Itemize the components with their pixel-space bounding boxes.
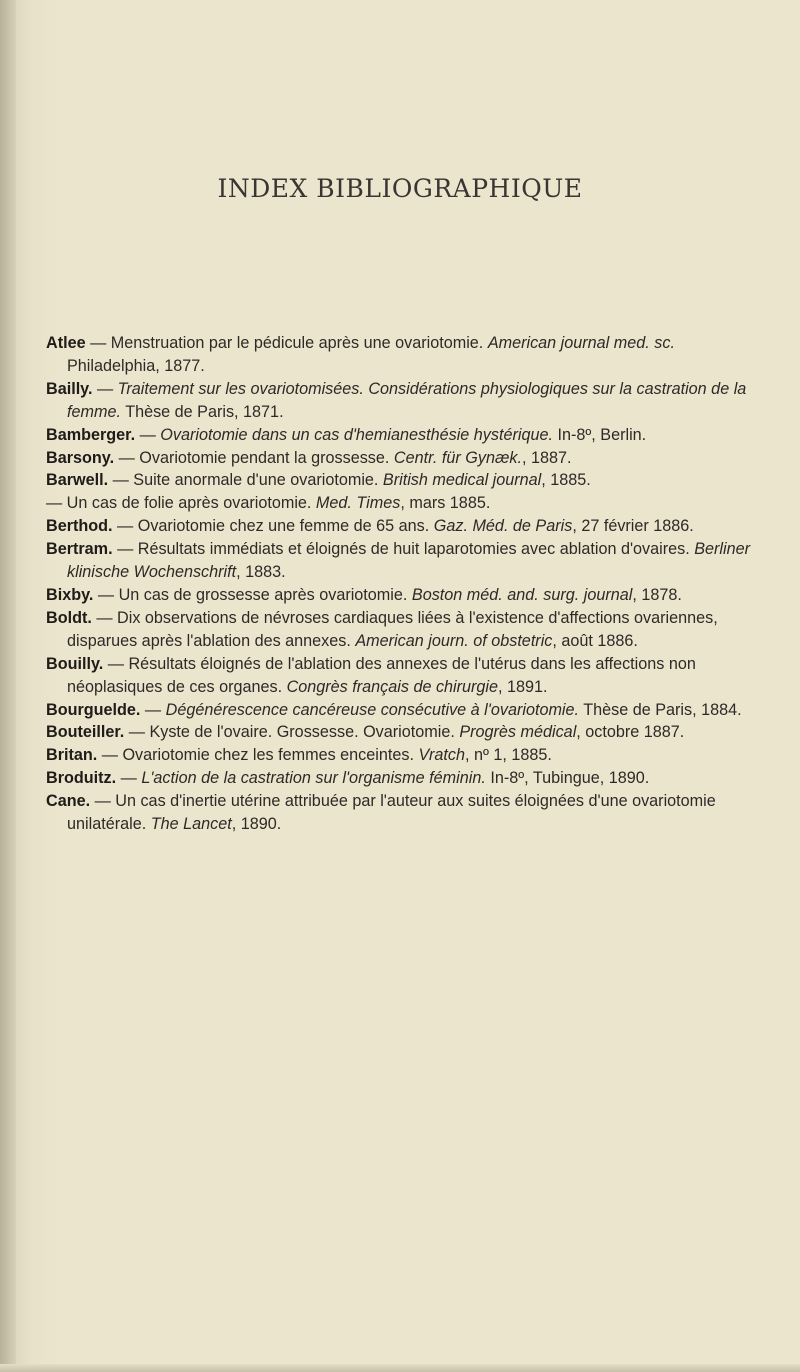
entry-tail: , août 1886. [552, 631, 638, 650]
entry-tail: Thèse de Paris, 1884. [579, 700, 742, 719]
bibliography-entry [46, 653, 766, 699]
entry-text: — Un cas d'inertie utérine attribuée par l'auteur aux suites éloignées d'une ovariotomie unilatérale. [67, 792, 716, 834]
entry-tail: , 1883. [236, 563, 286, 582]
page-bottom-edge [0, 1364, 800, 1372]
bibliography-entry [46, 469, 766, 492]
entry-source: Ovariotomie dans un cas d'hemianesthésie hystérique. [160, 425, 553, 444]
entry-source: Progrès médical [459, 723, 577, 742]
bibliography-entry [46, 790, 766, 836]
entry-author: Bixby. [46, 585, 94, 604]
entry-author: Bouilly. [46, 654, 104, 673]
entry-text: — Un cas de grossesse après ovariotomie. [93, 585, 412, 604]
entry-author: Barsony. [46, 448, 115, 467]
bibliography-entry [46, 424, 766, 447]
entry-text: — [92, 379, 118, 398]
entry-tail: , 27 février 1886. [572, 517, 694, 536]
bibliography-entry [46, 492, 766, 515]
entry-text: — Kyste de l'ovaire. Grossesse. Ovariotomie. [124, 723, 460, 742]
bibliography-entry [46, 721, 766, 744]
entry-text: — [140, 700, 166, 719]
entry-author: Bouteiller. [46, 723, 125, 742]
entry-source: British medical journal [382, 471, 542, 490]
entry-tail: Philadelphia, 1877. [67, 356, 205, 375]
bibliography-list [46, 332, 766, 836]
entry-tail: , 1885. [541, 471, 591, 490]
bibliography-entry [46, 447, 766, 470]
entry-source: Gaz. Méd. de Paris [433, 517, 573, 536]
entry-author: Britan. [46, 746, 98, 765]
entry-tail: In-8º, Berlin. [552, 425, 647, 444]
bibliography-entry [46, 538, 766, 584]
entry-source: Boston méd. and. surg. journal [411, 585, 633, 604]
entry-source: Dégénérescence cancéreuse consécutive à l'ovariotomie. [165, 700, 580, 719]
entry-text: — Suite anormale d'une ovariotomie. [108, 471, 383, 490]
entry-text: — Dix observations de névroses cardiaques liées à l'existence d'affections ovariennes, disparues après l'ablation des annexes. [67, 608, 718, 650]
bibliography-entry [46, 744, 766, 767]
entry-source: American journal med. sc. [487, 334, 675, 352]
entry-tail: , mars 1885. [400, 494, 491, 513]
entry-source: Centr. für Gynæk. [393, 448, 522, 467]
bibliography-entry [46, 378, 766, 424]
entry-tail: Thèse de Paris, 1871. [120, 402, 284, 421]
entry-author: Boldt. [46, 608, 92, 627]
entry-text: — [116, 769, 142, 788]
entry-tail: In-8º, Tubingue, 1890. [485, 769, 650, 788]
entry-text: — [135, 425, 161, 444]
entry-author: Broduitz. [46, 769, 117, 788]
entry-source: Med. Times [315, 494, 401, 513]
page-title: INDEX BIBLIOGRAPHIQUE [217, 174, 583, 203]
entry-tail: , 1878. [632, 585, 682, 604]
entry-tail: , 1890. [231, 815, 282, 834]
entry-author: Bourguelde. [46, 700, 141, 719]
entry-text: — Menstruation par le pédicule après une ovariotomie. [85, 334, 488, 352]
entry-tail: , 1887. [521, 448, 572, 467]
entry-source: The Lancet [150, 815, 232, 834]
entry-author: Barwell. [46, 471, 109, 490]
entry-source: Traitement sur les ovariotomisées. Considérations physiologiques sur la castration de la femme. [67, 379, 747, 421]
entry-source: L'action de la castration sur l'organisme féminin. [141, 769, 486, 788]
entry-tail: , 1891. [498, 677, 548, 696]
entry-author: Bailly. [46, 379, 93, 398]
entry-source: Congrès français de chirurgie [286, 677, 499, 696]
bibliography-entry [46, 584, 766, 607]
bibliography-entry [46, 332, 766, 378]
entry-source: American journ. of obstetric [355, 631, 553, 650]
entry-text: — Résultats éloignés de l'ablation des annexes de l'utérus dans les affections non néoplasiques de ces organes. [67, 654, 696, 696]
entry-author: Atlee [46, 334, 86, 352]
entry-author: Cane. [46, 792, 91, 811]
entry-text: — Ovariotomie pendant la grossesse. [114, 448, 394, 467]
entry-text: — Résultats immédiats et éloignés de huit laparotomies avec ablation d'ovaires. [112, 540, 695, 559]
entry-text: — Ovariotomie chez une femme de 65 ans. [112, 517, 434, 536]
entry-author: Berthod. [46, 517, 113, 536]
entry-author: Bamberger. [46, 425, 136, 444]
bibliography-entry [46, 607, 766, 653]
bibliography-entry [46, 699, 766, 722]
entry-tail: , octobre 1887. [576, 723, 685, 742]
bibliography-entry [46, 767, 766, 790]
entry-text: — Un cas de folie après ovariotomie. [46, 494, 316, 513]
binding-shadow [0, 0, 16, 1372]
bibliography-entry [46, 515, 766, 538]
entry-author: Bertram. [46, 540, 113, 559]
entry-source: Vratch [418, 746, 465, 765]
entry-tail: , nº 1, 1885. [464, 746, 552, 765]
entry-text: — Ovariotomie chez les femmes enceintes. [97, 746, 419, 765]
entry-source: Berliner klinische Wochenschrift [67, 540, 751, 582]
